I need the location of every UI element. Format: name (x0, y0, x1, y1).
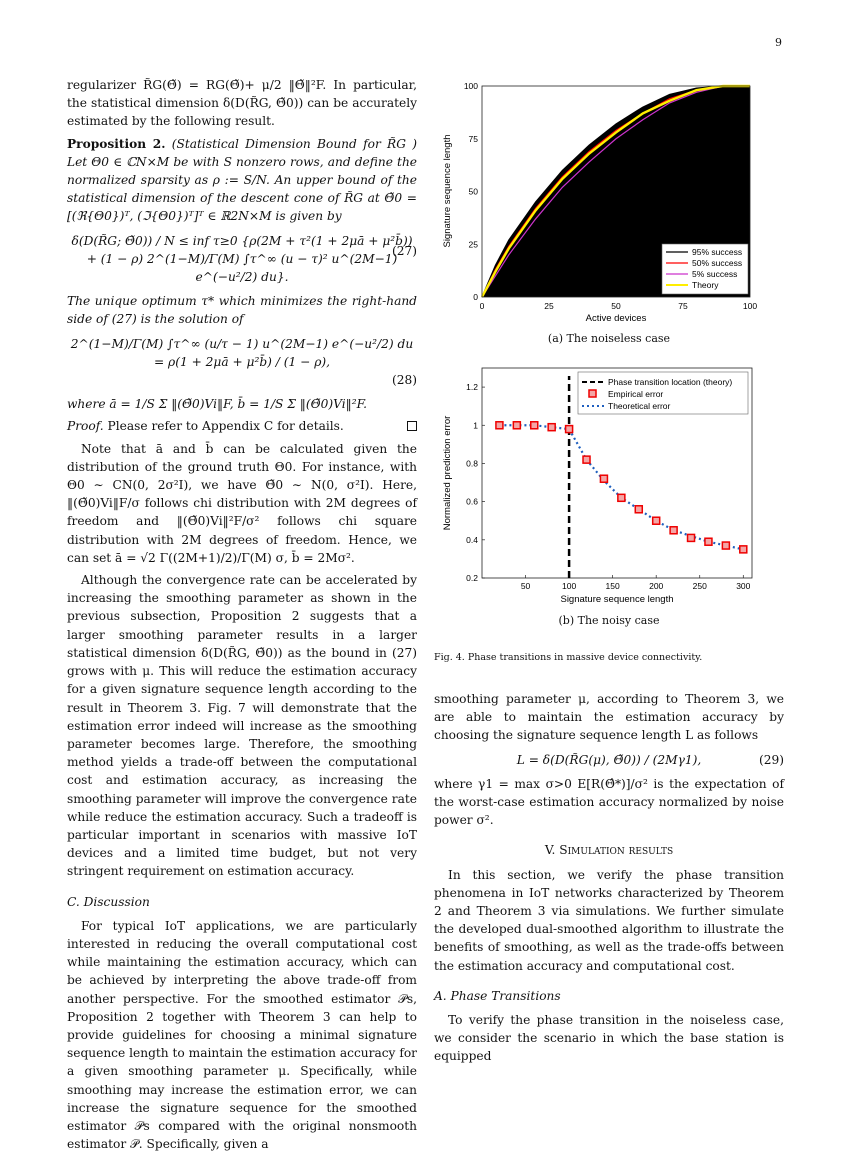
figure-a (434, 78, 784, 348)
where-ab: where ā = 1/S Σ ‖(Θ̃0)Vi‖F, b̄ = 1/S Σ ‖(Θ̃0)Vi‖²F. (67, 397, 368, 412)
paragraph-discussion: For typical IoT applications, we are particularly interested in reducing the overall computational cost while maintaining the estimation accuracy, which can be achieved by interpreting the above trade-off from another perspective. For the smoothed estimator 𝒫s, Proposition 2 together with Theorem 3 can help to provide guidelines for choosing a minimal signature sequence length to maintain the estimation accuracy for a given smoothing parameter μ. Specifically, while smoothing may increase the estimation error, we can increase the signature sequence for the smoothed estimator 𝒫s compared with the original nonsmooth estimator 𝒫. Specifically, given a (67, 918, 417, 1152)
figure-caption: Fig. 4. Phase transitions in massive device connectivity. (434, 652, 703, 663)
caption-a: (a) The noiseless case (547, 332, 671, 345)
x-tick-label-b: 300 (736, 581, 751, 591)
y-tick-label-a: 75 (468, 133, 478, 144)
equation-29-number: (29) (758, 752, 784, 767)
y-tick-label-b: 1.2 (466, 382, 478, 393)
x-tick-label-b: 100 (562, 581, 577, 591)
equation-27-line2: + (1 − ρ) 2^(1−M)/Γ(M) ∫τ^∞ (u − τ)² u^(2M−1) e^(−u²/2) du}. (86, 251, 398, 285)
paragraph-regularizer: regularizer R̃G(Θ̃) = RG(Θ̃)+ μ/2 ‖Θ̃‖²F. In particular, the statistical dimension δ(D(R̃G, Θ̃0)) can be accurately estimated by the following result. (67, 78, 417, 129)
equation-27-number: (27) (391, 243, 417, 258)
proof-heading: Proof. (67, 419, 104, 434)
proof (67, 417, 417, 435)
empirical-error-point (566, 426, 573, 433)
legend-label-empirical: Empirical error (608, 389, 664, 399)
x-tick-label-b: 200 (649, 581, 664, 591)
legend-a (662, 244, 748, 294)
y-axis-label-b: Normalized prediction error (442, 415, 453, 531)
x-tick-label-a: 50 (611, 301, 621, 311)
empirical-error-point (496, 422, 503, 429)
y-tick-label-b: 0.4 (466, 534, 478, 545)
proposition-text: (Statistical Dimension Bound for R̃G ) Let Θ0 ∈ ℂN×M be with S nonzero rows, and define the normalized sparsity as ρ := S/N. An upper bound of the statistical dimension of the descent cone of R̃G at Θ̃0 = [(ℜ{Θ0})ᵀ, (ℑ{Θ0})ᵀ]ᵀ ∈ ℝ2N×M is given by (67, 136, 417, 224)
equation-28-number: (28) (391, 373, 417, 388)
subsection-discussion: C. Discussion (67, 894, 150, 909)
equation-27-line1: δ(D(R̃G; Θ̃0)) / N ≤ inf τ≥0 {ρ(2M + τ²(1 + 2μā + μ²b̄)) (71, 233, 413, 248)
x-tick-label-a: 25 (544, 301, 554, 311)
paragraph-convergence: Although the convergence rate can be accelerated by increasing the smoothing parameter as shown in the previous subsection, Proposition 2 suggests that a larger smoothing parameter results in a larger statistical dimension δ(D(R̃G, Θ̃0)) as the bound in (27) grows with μ. This will reduce the estimation accuracy for a given signature sequence length according to the result in Theorem 3. Fig. 7 will demonstrate that the estimation error indeed will increase as the smoothing parameter becomes large. Therefore, the smoothing method yields a trade-off between the computational cost and estimation accuracy, as increasing the smoothing parameter will improve the convergence rate while reduce the estimation accuracy. Such a tradeoff is particular important in scenarios with massive IoT devices and a limited time budget, but not very stringent requirement on estimation accuracy. (67, 573, 417, 879)
y-tick-label-b: 1 (473, 420, 478, 431)
equation-29-body: L = δ(D(R̃G(μ), Θ̃0)) / (2Mγ1), (516, 752, 702, 767)
empirical-error-point (618, 494, 625, 501)
right-column (434, 690, 784, 1070)
figure-b (434, 362, 784, 632)
legend-label-95: 95% success (692, 247, 743, 257)
y-tick-label-b: 0.2 (466, 573, 478, 583)
empirical-error-point (600, 475, 607, 482)
paragraph-smoothing: smoothing parameter μ, according to Theorem 3, we are able to maintain the estimation accuracy by choosing the signature sequence length L as follows (434, 692, 784, 743)
legend-label-phase: Phase transition location (theory) (608, 377, 733, 387)
y-tick-label-a: 25 (468, 239, 478, 250)
empirical-error-point (705, 538, 712, 545)
section-simulation: V. Simulation results (544, 843, 674, 858)
left-column (67, 76, 417, 1157)
equation-28-body: 2^(1−M)/Γ(M) ∫τ^∞ (u/τ − 1) u^(2M−1) e^(−u²/2) du = ρ(1 + 2μā + μ²b̄) / (1 − ρ), (70, 336, 414, 369)
y-tick-label-a: 100 (463, 81, 478, 91)
chart-noisy (434, 362, 784, 610)
equation-28 (67, 335, 417, 390)
x-tick-label-a: 75 (678, 301, 688, 311)
equation-29 (434, 751, 784, 769)
equation-27 (67, 232, 417, 287)
x-tick-label-a: 0 (479, 301, 485, 311)
y-tick-label-a: 50 (468, 186, 478, 197)
legend-label-theory: Theory (692, 280, 719, 290)
empirical-error-point (670, 527, 677, 534)
y-tick-label-b: 0.8 (466, 458, 478, 469)
paragraph-note: Note that ā and b̄ can be calculated given the distribution of the ground truth Θ0. For instance, with Θ0 ∼ CN(0, 2σ²I), we have Θ̃0 ∼ N(0, σ²I). Here, ‖(Θ̃0)Vi‖F/σ follows chi distribution with 2M degrees of freedom and ‖(Θ̃0)Vi‖²F/σ² follows chi square distribution with 2M degrees of freedom. Hence, we can set ā = √2 Γ((2M+1)/2)/Γ(M) σ, b̄ = 2Mσ². (67, 441, 417, 565)
subsection-phase-transitions: A. Phase Transitions (434, 988, 561, 1003)
legend-label-5: 5% success (692, 269, 738, 279)
proposition-heading: Proposition 2. (67, 136, 166, 151)
empirical-error-point (722, 542, 729, 549)
empirical-error-point (513, 422, 520, 429)
page-number: 9 (775, 36, 782, 49)
qed-box (407, 421, 417, 431)
legend-marker-empirical (589, 390, 596, 397)
chart-noiseless (434, 78, 784, 328)
proposition-2 (67, 135, 417, 226)
paragraph-simulation: In this section, we verify the phase transition phenomena in IoT networks characterized by Theorem 2 and Theorem 3 via simulations. We further simulate the developed dual-smoothed algorithm to illustrate the benefits of smoothing, as well as the trade-offs between the estimation accuracy and computational cost. (434, 867, 784, 973)
legend-label-50: 50% success (692, 258, 743, 268)
empirical-error-point (583, 456, 590, 463)
y-axis-label-a: Signature sequence length (442, 134, 453, 248)
empirical-error-point (740, 546, 747, 553)
empirical-error-point (635, 506, 642, 513)
empirical-error-point (531, 422, 538, 429)
x-axis-label-b: Signature sequence length (560, 594, 674, 605)
caption-b: (b) The noisy case (558, 614, 660, 627)
empirical-error-point (548, 424, 555, 431)
x-tick-label-b: 150 (605, 581, 620, 591)
paragraph-phase-transition: To verify the phase transition in the noiseless case, we consider the scenario in which the base station is equipped (434, 1013, 784, 1064)
paragraph-where-gamma: where γ1 = max σ>0 E[R(Θ̂*)]/σ² is the expectation of the worst-case estimation accuracy normalized by noise power σ². (434, 776, 784, 828)
empirical-error-point (653, 517, 660, 524)
x-tick-label-b: 250 (692, 581, 707, 591)
x-axis-label-a: Active devices (585, 313, 647, 324)
x-tick-label-b: 50 (520, 581, 531, 591)
x-tick-label-a: 100 (742, 301, 758, 311)
proof-text: Please refer to Appendix C for details. (107, 419, 344, 434)
y-tick-label-a: 0 (473, 292, 478, 302)
y-tick-label-b: 0.6 (466, 496, 478, 507)
legend-b (578, 372, 748, 414)
empirical-error-point (688, 534, 695, 541)
legend-label-theoretical: Theoretical error (608, 401, 671, 411)
optimum-text: The unique optimum τ* which minimizes the right-hand side of (27) is the solution of (67, 294, 417, 327)
